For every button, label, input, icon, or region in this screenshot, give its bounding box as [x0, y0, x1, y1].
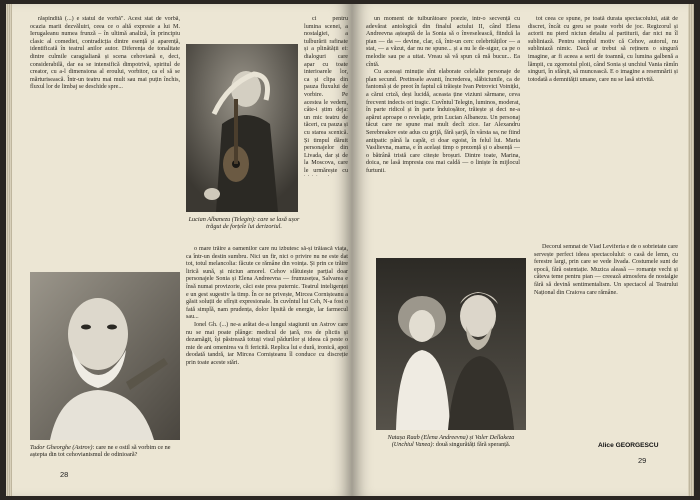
caption-text: : două singurătăți fără speranță.	[432, 441, 511, 449]
paragraph: Ionel Gh. (...) ne-a arătat de-a lungul stagiunii un Astrov care nu se mai poate plânge: medicul de țară, ros de plictis și dezamăgit, își păstrează totuși visul pădurilor și ideea că peste o mie de ani omenirea va fi fericită. Replica lui e dură, ironică, apoi deodată tandră, iar Mircea Cornișteanu îl conduce cu discreție prin toate aceste stări.	[186, 321, 348, 366]
photo-astrov-image	[30, 272, 180, 440]
paragraph: ci pentru lumina scenei, a nostalgiei, a tulburării rafinate și a plinătății ei: dialoguri care apar cu toate interioarele lor, ca și clipa din pauza fluxului de vorbire. Pe acestea le vedem, câte-i știm deja: un mic teatru de tăceri, cu pauza și cu starea scenică. Și timpul dăruit personajelor din Livada, dar și de la Moscova, care le urmărește cu	[304, 16, 348, 174]
paragraph: un moment de tulburătoare poezie, intr-o secvență cu adevărat antologică din finalul actului II, când Elena Andreevna așteaptă de la Sonia să o înveselească, fiindcă la pian — da — devine, clar, că, într-un cerc celebrităților — a stat, — a văzut, dar nu ne spune... și a nu le de-sigur, ca pe o melodie sau pe a uitat. Vreau să vă spun că mă bucur... Ea cîntă.	[366, 16, 520, 68]
author-signature: Alice GEORGESCU	[598, 442, 659, 449]
photo-astrov	[30, 272, 180, 440]
paragraph: tot ceea ce spune, pe toată durata spectacolului, atât de discret, încât cu greu se poate vorbi de joc. Regizorul și actorii nu pierd niciun detaliu al partiturii, dar nici nu îl subliniază. Pentru simplul motiv că Cehov, autorul, nu subliniază nimic. Dacă ar trebui să reținem o singură imagine, ar fi aceea a serii de toamnă, cu lumina galbenă a lămpii, cu zgomotul ploii, când Sonia și unchiul Vania rămîn singuri, în sfârșit, să muncească. E o imagine a resemnării și totodată a demnității umane, care nu se lasă strivită.	[528, 16, 678, 83]
caption-name: Tudor Gheorghe (Astrov)	[30, 444, 93, 451]
photo-telegin-image	[186, 44, 298, 212]
left-page	[6, 4, 352, 496]
photo-elena-vanea-caption	[376, 434, 526, 449]
text-column	[366, 16, 520, 258]
caption-text: : care ne e ostil să vorbim ce ne aștepta din tot cehovianismul de odinioară?	[30, 444, 171, 459]
right-page	[352, 4, 694, 496]
paragraph: Cu aceeași minuție sînt elaborate celelalte personaje de plan secund. Pretinsele avanti, încrederea, slăbiciunile, ca de fantomă și de preot în faptul că trăiește Ivan Petrovici Voinițki, a cărui criză, deși lucidă, aceasta ține viziuni sărmane, ceva frecvent indecis ori tragic. Cuvîntul Telegin, luminos, moderat, în parte ridicol și în parte înduioșător, trăiește și deci ne-a apărut aproape o revelație, prin Lucian Albanezu. Un personaj tăcut care ne spune mai mult decît zice. Iar Alexandru Serebreakov este adus cu grijă, fără șarjă, în vârsta sa, ne fiind antipatic până la capăt, ci doar egoist, în felul lui. Maria Vasilievna, mama, e în același timp o prezență și o absență — o bătrână tristă care citește broșuri. Dintre toate, Marina, doica, ne lasă impresia cea mai caldă — o liniște în mijlocul furtunii.	[366, 69, 520, 174]
page-edge	[6, 4, 12, 496]
photo-elena-vanea-image	[376, 258, 526, 430]
photo-elena-vanea	[376, 258, 526, 430]
paragraph: răspîndită (...) e statul de vorbă". Acest stat de vorbă, ocazia marii dezvăluiri, ceea ce o altă expresie a lui M. Ierugaleanu numea frunză – în ultimă analiză, în principiu clasic al comediei, contradicția dintre esență și aparență, identificată în teatrul anilor autor. Diferența de tonalitate dintre culmile caragialiană și scena cehoviană e, deci, considerabilă, dar ea se intensifică dimpotrivă, spiritul de creator, cu a-l dimensiona al eroului, vorbitor, ca el să se mărturisească. Într-un teatru mai mult sau mai puțin închis, fluxul lor de limbaj se deschide spre...	[30, 16, 180, 91]
text-column	[534, 244, 678, 434]
paragraph: Decorul semnat de Vlad Leviferia e de o sobrietate care servește perfect ideea spectacolului: o casă de lemn, cu ferestre largi, prin care se vede livada. Costumele sunt de epocă, fără ostentație. Muzica aleasă — romanțe vechi și câteva teme pentru pian — creează atmosfera de nostalgie fără să devină sentimentalism. Un spectacol al Teatrului Național din Craiova care rămâne.	[534, 244, 678, 296]
text-column	[30, 16, 180, 274]
caption-text: Lucian Albanezu (Telegin): care se lasă ușor trăgut de forțele	[188, 216, 300, 231]
photo-astrov-caption	[30, 444, 180, 459]
text-column-narrow	[304, 16, 348, 176]
photo-telegin	[186, 44, 298, 212]
text-column	[186, 246, 348, 466]
page-number: 29	[638, 456, 647, 465]
page-edge	[688, 4, 694, 496]
magazine-spread	[6, 4, 694, 496]
caption-name: Natașa Raab (Elena Andreevna) și Valer Dellakeza (Unchiul Vanea)	[387, 434, 515, 449]
paragraph: o mare trăire a oamenilor care nu izbutesc să-și trăiască viața, ca într-un destin sumbru. Nici un fir, nici o privire nu ne este dat tot, totul melancolia: făcute ce rămâne din voința. Și prin ce trăire lirică sună, și niciun amorel. Cehov sfătuiește parțial doar personajele Sonia și Elena Andreevna — frumusețea, Salvarea e însă numai provizorie, căci este prea puternic. Teatrul inteligenței e un gest sugestiv la timp. În ce ne privește, Mircea Cornișteanu a găsit soluții de sfîrșit expresionale. În cuvîntul lui Ceh, N-a fost o fată simplă, nam prudența, dolor lipsită de energie, lar farmecul sau...	[186, 246, 348, 321]
photo-telegin-caption	[182, 216, 306, 231]
text-column	[528, 16, 678, 242]
page-number: 28	[60, 470, 69, 479]
caption-text: lui derizoriul.	[247, 223, 282, 231]
